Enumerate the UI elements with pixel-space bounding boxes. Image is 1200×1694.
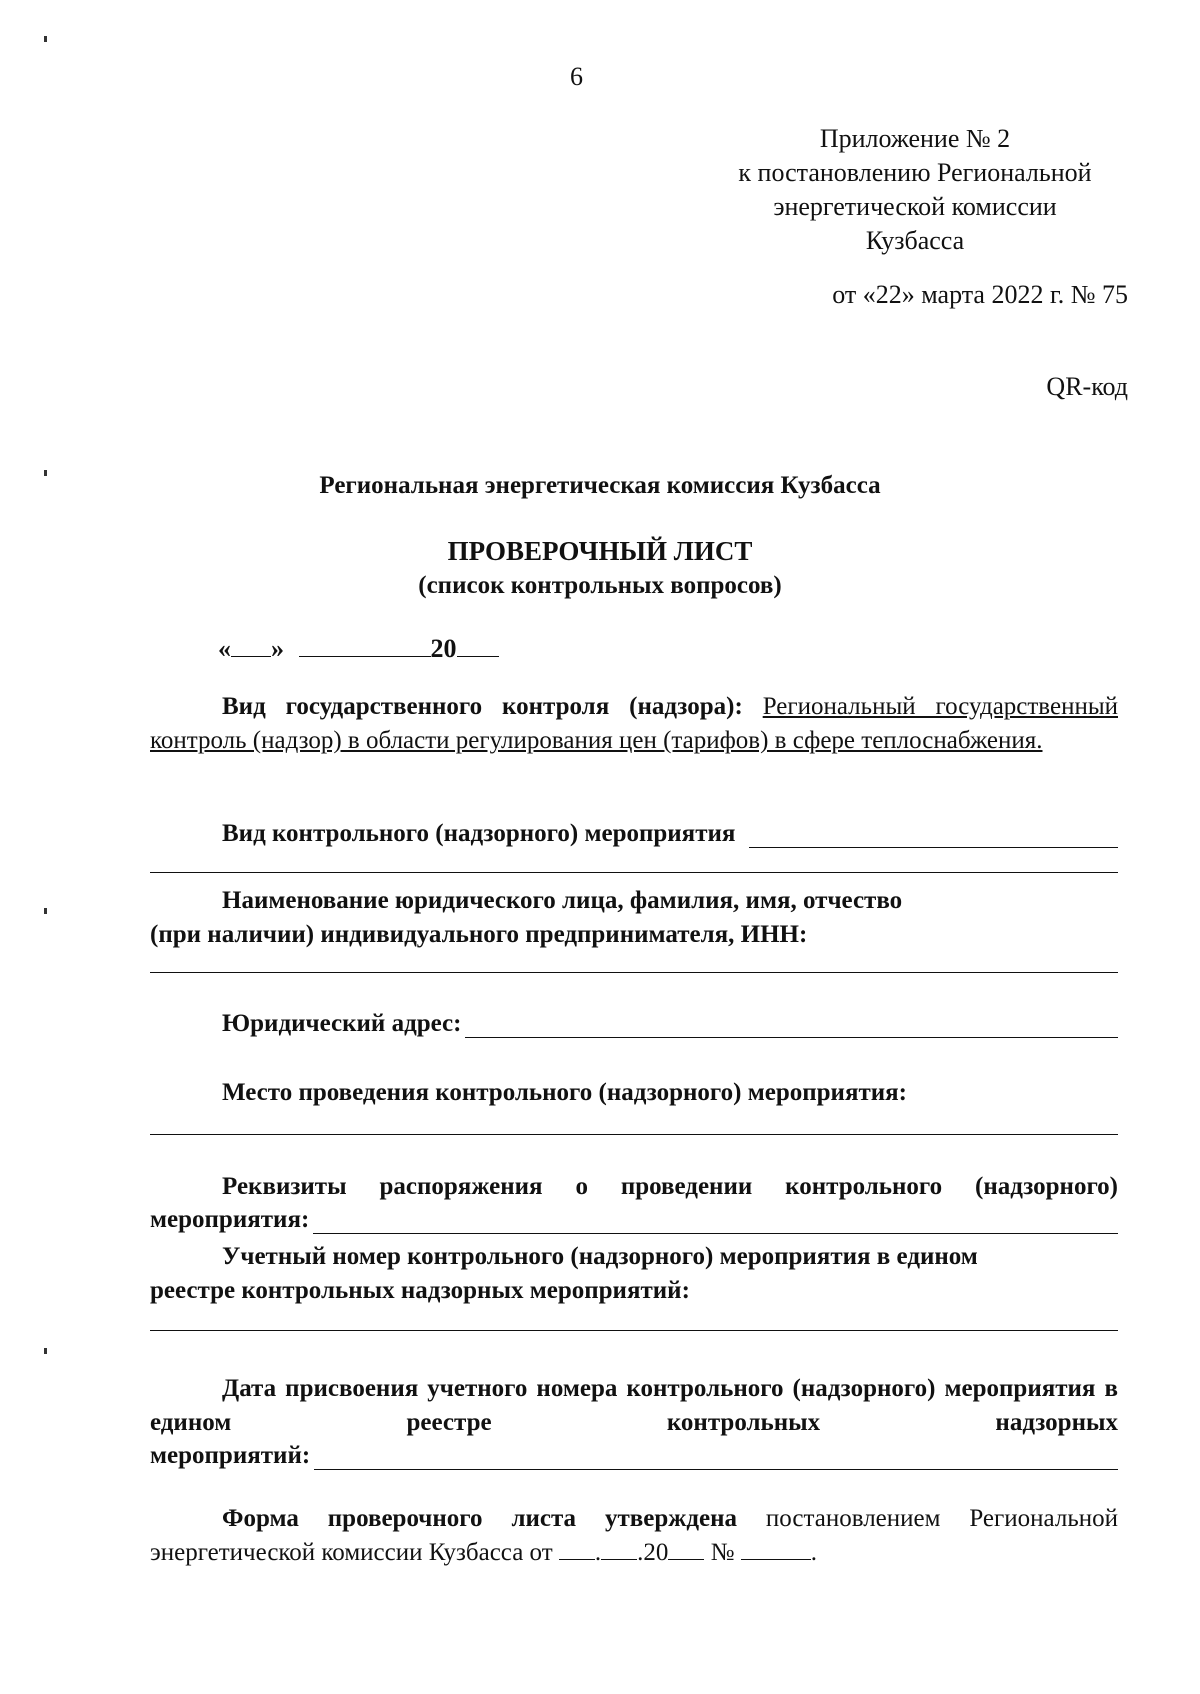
event-place-label: Место проведения контрольного (надзорного) мероприятия: [222, 1079, 908, 1106]
appendix-line: Приложение № 2 [819, 124, 1011, 153]
registry-number-paragraph [150, 1240, 1118, 1308]
year-blank[interactable] [457, 630, 499, 657]
control-type-paragraph [150, 690, 1118, 758]
approval-number-sign: № [710, 1539, 735, 1566]
approval-month-blank[interactable] [601, 1537, 637, 1560]
event-place-field[interactable] [150, 1134, 1118, 1135]
document-subtitle: (список контрольных вопросов) [418, 572, 782, 599]
form-approval-text: постановлением Региональной энергетической комиссии Кузбасса от [150, 1505, 1118, 1566]
order-details-paragraph [150, 1170, 1118, 1204]
event-type-field[interactable] [749, 821, 1118, 848]
form-approval-bold: Форма проверочного листа утверждена [222, 1505, 738, 1532]
event-place-paragraph [150, 1076, 1118, 1110]
appendix-line: энергетической комиссии [773, 192, 1057, 221]
date-open-quote: « [218, 634, 231, 663]
form-approval-paragraph [150, 1502, 1118, 1570]
appendix-date: от «22» марта 2022 г. № 75 [832, 280, 1128, 309]
approval-year-blank[interactable] [668, 1537, 704, 1560]
entity-name-field[interactable] [150, 972, 1118, 973]
scan-mark [44, 1348, 47, 1354]
event-type-row [222, 820, 1118, 848]
month-blank[interactable] [299, 630, 431, 657]
event-type-label: Вид контрольного (надзорного) мероприятия [222, 820, 736, 847]
entity-name-line: Наименование юридического лица, фамилия, имя, отчество [222, 887, 903, 914]
registry-date-text: Дата присвоения учетного номера контрольного (надзорного) мероприятия в едином реестре контрольных надзорных [150, 1375, 1118, 1436]
order-details-label: мероприятия: [150, 1206, 310, 1233]
page-number: 6 [570, 62, 583, 91]
legal-address-row [222, 1010, 1118, 1038]
control-type-value: Региональный государственный контроль (надзор) в области регулирования цен (тарифов) в сфере теплоснабжения. [150, 693, 1118, 754]
approval-day-blank[interactable] [559, 1537, 595, 1560]
registry-date-paragraph [150, 1372, 1118, 1440]
organization-title: Региональная энергетическая комиссия Кузбасса [319, 472, 881, 499]
approval-year-prefix: .20 [637, 1539, 669, 1566]
approval-dot: . [594, 1539, 602, 1566]
document-title: ПРОВЕРОЧНЫЙ ЛИСТ [447, 536, 753, 566]
date-field [218, 630, 499, 664]
registry-number-line: реестре контрольных надзорных мероприятий: [150, 1277, 690, 1304]
order-details-field[interactable] [313, 1207, 1118, 1234]
order-details-line: Реквизиты распоряжения о проведении контрольного (надзорного) [222, 1173, 1118, 1200]
day-blank[interactable] [231, 630, 271, 657]
appendix-line: Кузбасса [865, 226, 965, 255]
date-close-quote: » [271, 634, 284, 663]
approval-number-blank[interactable] [741, 1537, 811, 1560]
entity-name-line: (при наличии) индивидуального предпринимателя, ИНН: [150, 921, 808, 948]
year-prefix: 20 [430, 634, 457, 663]
registry-date-row [150, 1442, 1118, 1470]
registry-number-field[interactable] [150, 1330, 1118, 1331]
event-type-continuation-line[interactable] [150, 872, 1118, 873]
control-type-label: Вид государственного контроля (надзора): [222, 693, 743, 720]
registry-date-label: мероприятий: [150, 1442, 311, 1469]
order-details-row [150, 1206, 1118, 1234]
qr-code-label: QR-код [1046, 372, 1128, 401]
registry-number-line: Учетный номер контрольного (надзорного) мероприятия в едином [222, 1243, 978, 1270]
appendix-line: к постановлению Региональной [738, 158, 1092, 187]
approval-end: . [810, 1539, 818, 1566]
scan-mark [44, 908, 47, 914]
registry-date-field[interactable] [314, 1443, 1118, 1470]
legal-address-field[interactable] [465, 1011, 1118, 1038]
entity-name-paragraph [150, 884, 1118, 952]
legal-address-label: Юридический адрес: [222, 1010, 462, 1037]
scan-mark [44, 36, 47, 42]
appendix-header [715, 122, 1115, 258]
